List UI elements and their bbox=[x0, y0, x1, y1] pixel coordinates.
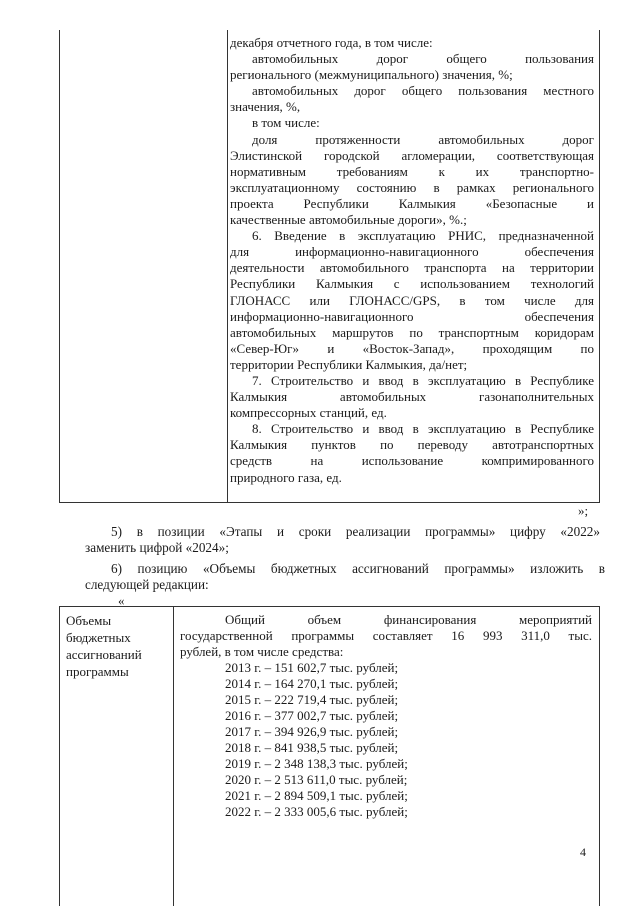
text-line: нормативным требованиям к их транспортно- bbox=[230, 163, 594, 179]
budget-content-cell bbox=[180, 612, 592, 820]
text-line: Республики Калмыкия с использованием технологий bbox=[230, 276, 594, 292]
label-line: ассигнований bbox=[66, 647, 142, 662]
text-line: территории Республики Калмыкия, да/нет; bbox=[230, 356, 468, 372]
item-5-paragraph bbox=[85, 524, 600, 556]
budget-intro bbox=[180, 612, 592, 660]
year-funding-line: 2020 г. – 2 513 611,0 тыс. рублей; bbox=[225, 772, 408, 787]
budget-label-cell bbox=[66, 612, 170, 680]
item-6-paragraph bbox=[85, 561, 605, 593]
table-column-divider bbox=[173, 607, 174, 906]
label-line: Объемы bbox=[66, 613, 112, 628]
year-funding-line: 2018 г. – 841 938,5 тыс. рублей; bbox=[225, 740, 399, 755]
text-line: качественные автомобильные дороги», %.; bbox=[230, 212, 467, 228]
text-line: автомобильных дорог общего пользования местного bbox=[252, 83, 594, 99]
label-line: бюджетных bbox=[66, 630, 131, 645]
year-funding-line: 2021 г. – 2 894 509,1 тыс. рублей; bbox=[225, 788, 408, 803]
budget-table bbox=[59, 606, 600, 906]
year-funding-line: 2014 г. – 164 270,1 тыс. рублей; bbox=[225, 676, 399, 691]
item-5-line-2: заменить цифрой «2024»; bbox=[85, 540, 229, 555]
text-line: «Север-Юг» и «Восток-Запад», проходящим по bbox=[230, 340, 594, 356]
text-line: автомобильных маршрутов по транспортным коридорам bbox=[230, 324, 594, 340]
table-column-divider bbox=[227, 30, 228, 502]
budget-years-list bbox=[225, 660, 592, 820]
text-line: доля протяженности автомобильных дорог bbox=[252, 131, 594, 147]
year-funding-line: 2013 г. – 151 602,7 тыс. рублей; bbox=[225, 660, 399, 675]
year-funding-line: 2022 г. – 2 333 005,6 тыс. рублей; bbox=[225, 804, 408, 819]
label-line: программы bbox=[66, 664, 129, 679]
item-6-line-1: 6) позицию «Объемы бюджетных ассигнований программы» изложить в bbox=[111, 561, 605, 576]
indicators-cell bbox=[230, 35, 594, 486]
intro-line: Общий объем финансирования мероприятий bbox=[225, 612, 592, 627]
top-table bbox=[59, 30, 600, 503]
closing-quote: »; bbox=[578, 503, 589, 518]
text-line: 6. Введение в эксплуатацию РНИС, предназначенной bbox=[252, 228, 594, 244]
text-line: для информационно-навигационного обеспечения bbox=[230, 244, 594, 260]
text-line: 7. Строительство и ввод в эксплуатацию в Республике bbox=[252, 372, 594, 388]
text-line: Элистинской городской агломерации, соответствующая bbox=[230, 147, 594, 163]
intro-line: рублей, в том числе средства: bbox=[180, 644, 344, 659]
text-line: компрессорных станций, ед. bbox=[230, 405, 387, 421]
text-line: регионального (межмуниципального) значения, %; bbox=[230, 67, 513, 83]
text-line: ГЛОНАСС или ГЛОНАСС/GPS, в том числе для bbox=[230, 292, 594, 308]
year-funding-line: 2015 г. – 222 719,4 тыс. рублей; bbox=[225, 692, 399, 707]
text-line: эксплуатационному состоянию в рамках регионального bbox=[230, 179, 594, 195]
text-line: информационно-навигационного обеспечения bbox=[230, 308, 594, 324]
year-funding-line: 2016 г. – 377 002,7 тыс. рублей; bbox=[225, 708, 399, 723]
item-6-line-2: следующей редакции: bbox=[85, 577, 209, 592]
intro-line: государственной программы составляет 16 993 311,0 тыс. bbox=[180, 628, 592, 643]
text-line: значения, %, bbox=[230, 99, 301, 115]
text-line: в том числе: bbox=[252, 115, 320, 131]
text-line: Калмыкия пунктов по переводу автотранспортных bbox=[230, 437, 594, 453]
page-number: 4 bbox=[580, 845, 586, 859]
opening-quote: « bbox=[118, 593, 125, 608]
text-line: декабря отчетного года, в том числе: bbox=[230, 35, 433, 50]
year-funding-line: 2017 г. – 394 926,9 тыс. рублей; bbox=[225, 724, 399, 739]
item-5-line-1: 5) в позиции «Этапы и сроки реализации программы» цифру «2022» bbox=[111, 524, 600, 539]
text-line: средств на использование компримированного bbox=[230, 453, 594, 469]
text-line: Калмыкия автомобильных газонаполнительных bbox=[230, 389, 594, 405]
year-funding-line: 2019 г. – 2 348 138,3 тыс. рублей; bbox=[225, 756, 408, 771]
text-line: проекта Республики Калмыкия «Безопасные и bbox=[230, 195, 594, 211]
text-line: деятельности автомобильного транспорта на территории bbox=[230, 260, 594, 276]
text-line: автомобильных дорог общего пользования bbox=[252, 51, 594, 67]
text-line: природного газа, ед. bbox=[230, 469, 342, 485]
text-line: 8. Строительство и ввод в эксплуатацию в Республике bbox=[252, 421, 594, 437]
